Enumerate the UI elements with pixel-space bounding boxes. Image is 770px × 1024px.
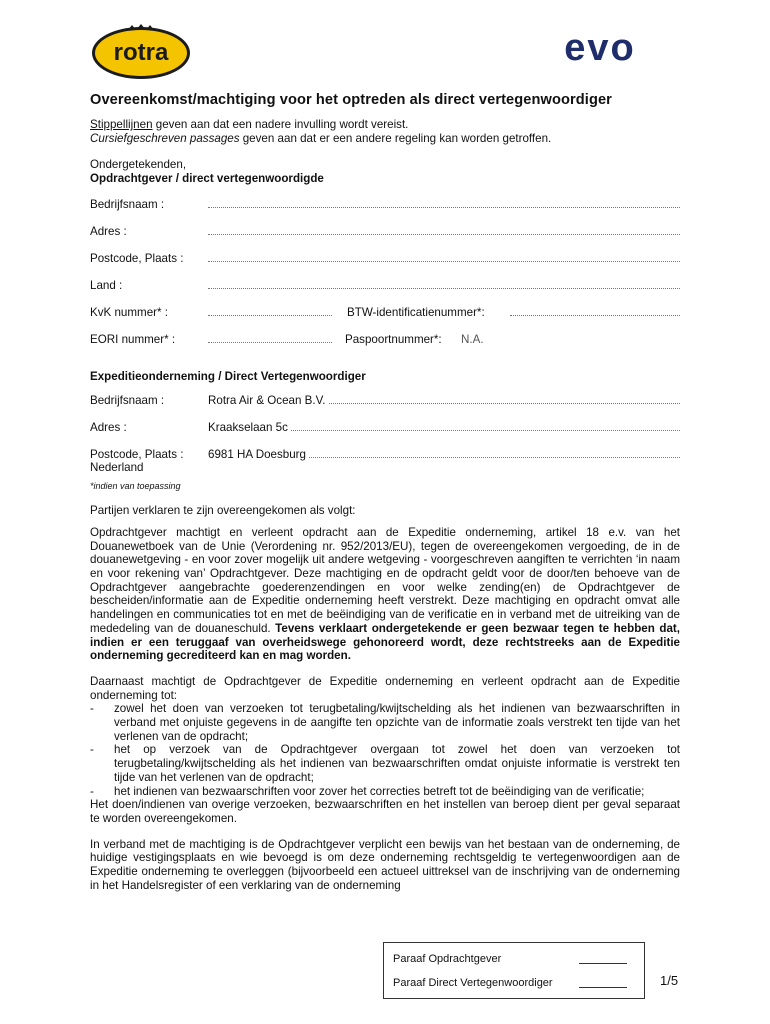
intro-underlined: Stippellijnen (90, 118, 153, 131)
agent-country-value: Nederland (90, 460, 144, 474)
paragraph-mandate (90, 526, 680, 663)
initials-box (383, 942, 645, 999)
initials-agent-line[interactable] (579, 987, 627, 988)
footnote: *indien van toepassing (90, 480, 181, 491)
list-item: - zowel het doen van verzoeken tot terugbetaling/kwijtschelding als het indienen van bezwaarschriften in verband met onjuiste gegevens in de aangifte ten opzichte van de informatie zoals verstrekt ten tijde van het verlenen van de opdracht; (90, 702, 680, 743)
principal-eori-label: EORI nummer* : (90, 332, 176, 346)
principal-country-field[interactable] (90, 279, 680, 306)
principal-company-field[interactable] (90, 198, 680, 225)
agreement-intro: Partijen verklaren te zijn overeengekomen als volgt: (90, 504, 356, 518)
agent-address-label: Adres : (90, 420, 127, 434)
agent-heading: Expeditieonderneming / Direct Vertegenwoordiger (90, 369, 366, 383)
principal-address-line[interactable] (208, 234, 680, 235)
principal-address-label: Adres : (90, 224, 127, 238)
principal-company-line[interactable] (208, 207, 680, 208)
principal-country-line[interactable] (208, 288, 680, 289)
principal-kvk-btw-field[interactable] (90, 306, 680, 333)
principal-kvk-line[interactable] (208, 315, 332, 316)
initials-agent-label: Paraaf Direct Vertegenwoordiger (393, 977, 553, 989)
principal-postcode-line[interactable] (208, 261, 680, 262)
agent-address-value: Kraakselaan 5c (208, 421, 291, 434)
additional-mandate-list (90, 702, 680, 798)
intro-line-1 (90, 118, 680, 132)
principal-btw-line[interactable] (510, 315, 680, 316)
paragraph-mandate-bold: Tevens verklaart ondergetekende er geen bezwaar tegen te hebben dat, indien er een teruggaaf van overheidswege gehonoreerd wordt, deze rechtstreeks aan de Expeditie onderneming gecrediteerd kan en mag worden. (90, 621, 680, 663)
paragraph-mandate-text: Opdrachtgever machtigt en verleent opdracht aan de Expeditie onderneming, artikel 18 e.v. van het Douanewetboek van de Unie (Verordening nr. 952/2013/EU), tegen de overeengekomen vergoeding, de in de douanewetgeving - en voor zover mogelijk uit andere wetgeving - voorgeschreven aangiften te verrichten ‘in naam en voor rekening van’ Opdrachtgever. Deze machtiging en de opdracht geldt voor de door/ten behoeve van de Opdrachtgever aangebrachte goederenzendingen en voor welke zending(en) de Opdrachtgever de bescheiden/informatie aan de Expeditie onderneming heeft verstrekt. Deze machtiging en opdracht omvat alle handelingen en communicaties tot en met de beëindiging van de verificatie en in verband met de uitreiking van de mededeling van de douaneschuld. (90, 525, 680, 635)
list-item: - het indienen van bezwaarschriften voor zover het correcties betreft tot de beëindiging van de verificatie; (90, 785, 680, 799)
principal-postcode-field[interactable] (90, 252, 680, 279)
principal-kvk-label: KvK nummer* : (90, 305, 168, 319)
agent-company-label: Bedrijfsnaam : (90, 393, 165, 407)
rotra-logo (90, 22, 192, 80)
signatories-intro: Ondergetekenden, (90, 158, 187, 172)
agent-postcode-field (90, 448, 680, 476)
paragraph-additional-intro: Daarnaast machtigt de Opdrachtgever de Expeditie onderneming en verleent opdracht aan de Expeditie onderneming tot: (90, 674, 680, 702)
initials-principal-label: Paraaf Opdrachtgever (393, 953, 502, 965)
intro-line-2 (90, 132, 680, 146)
principal-heading: Opdrachtgever / direct vertegenwoordigde (90, 172, 324, 186)
paragraph-additional-closing: Het doen/indienen van overige verzoeken, bezwaarschriften en het instellen van beroep dient per geval separaat te worden overeengekomen. (90, 798, 680, 825)
principal-address-field[interactable] (90, 225, 680, 252)
rotra-logo-text: rotra (113, 39, 169, 66)
paragraph-proof: In verband met de machtiging is de Opdrachtgever verplicht een bewijs van het bestaan van de onderneming, de huidige vestigingsplaats en wie bevoegd is om deze onderneming rechtsgeldig te vertegenwoordigen aan de Expeditie onderneming te overleggen (bijvoorbeeld een actueel uittreksel van de inschrijving van de onderneming in het Handelsregister of een verklaring van de onderneming (90, 837, 680, 892)
intro-italic: Cursiefgeschreven passages (90, 131, 240, 145)
agent-company-field (90, 394, 680, 421)
principal-btw-label: BTW-identificatienummer*: (347, 305, 485, 319)
principal-passport-value: N.A. (461, 332, 484, 346)
agent-postcode-label: Postcode, Plaats : (90, 447, 184, 461)
initials-principal-line[interactable] (579, 963, 627, 964)
principal-company-label: Bedrijfsnaam : (90, 197, 165, 211)
principal-postcode-label: Postcode, Plaats : (90, 251, 184, 265)
document-title: Overeenkomst/machtiging voor het optreden als direct vertegenwoordiger (90, 92, 612, 108)
agent-company-value: Rotra Air & Ocean B.V. (208, 394, 329, 407)
principal-passport-label: Paspoortnummer*: (345, 332, 442, 346)
list-item: - het op verzoek van de Opdrachtgever overgaan tot zowel het doen van verzoeken tot terugbetaling/kwijtschelding als het indienen van bezwaarschriften omdat onjuiste informatie is verstrekt ten tijde van het verlenen van de opdracht; (90, 743, 680, 784)
agent-postcode-value: 6981 HA Doesburg (208, 448, 309, 461)
agent-address-field (90, 421, 680, 448)
principal-eori-line[interactable] (208, 342, 332, 343)
principal-eori-passport-field[interactable] (90, 333, 680, 360)
principal-country-label: Land : (90, 278, 123, 292)
intro-line-2-rest: geven aan dat er een andere regeling kan worden getroffen. (239, 131, 552, 145)
page-number: 1/5 (660, 973, 679, 988)
evo-logo (540, 28, 660, 68)
evo-logo-text: evo (564, 28, 636, 68)
intro-line-1-rest: geven aan dat een nadere invulling wordt vereist. (152, 118, 409, 131)
document-content (90, 92, 680, 893)
